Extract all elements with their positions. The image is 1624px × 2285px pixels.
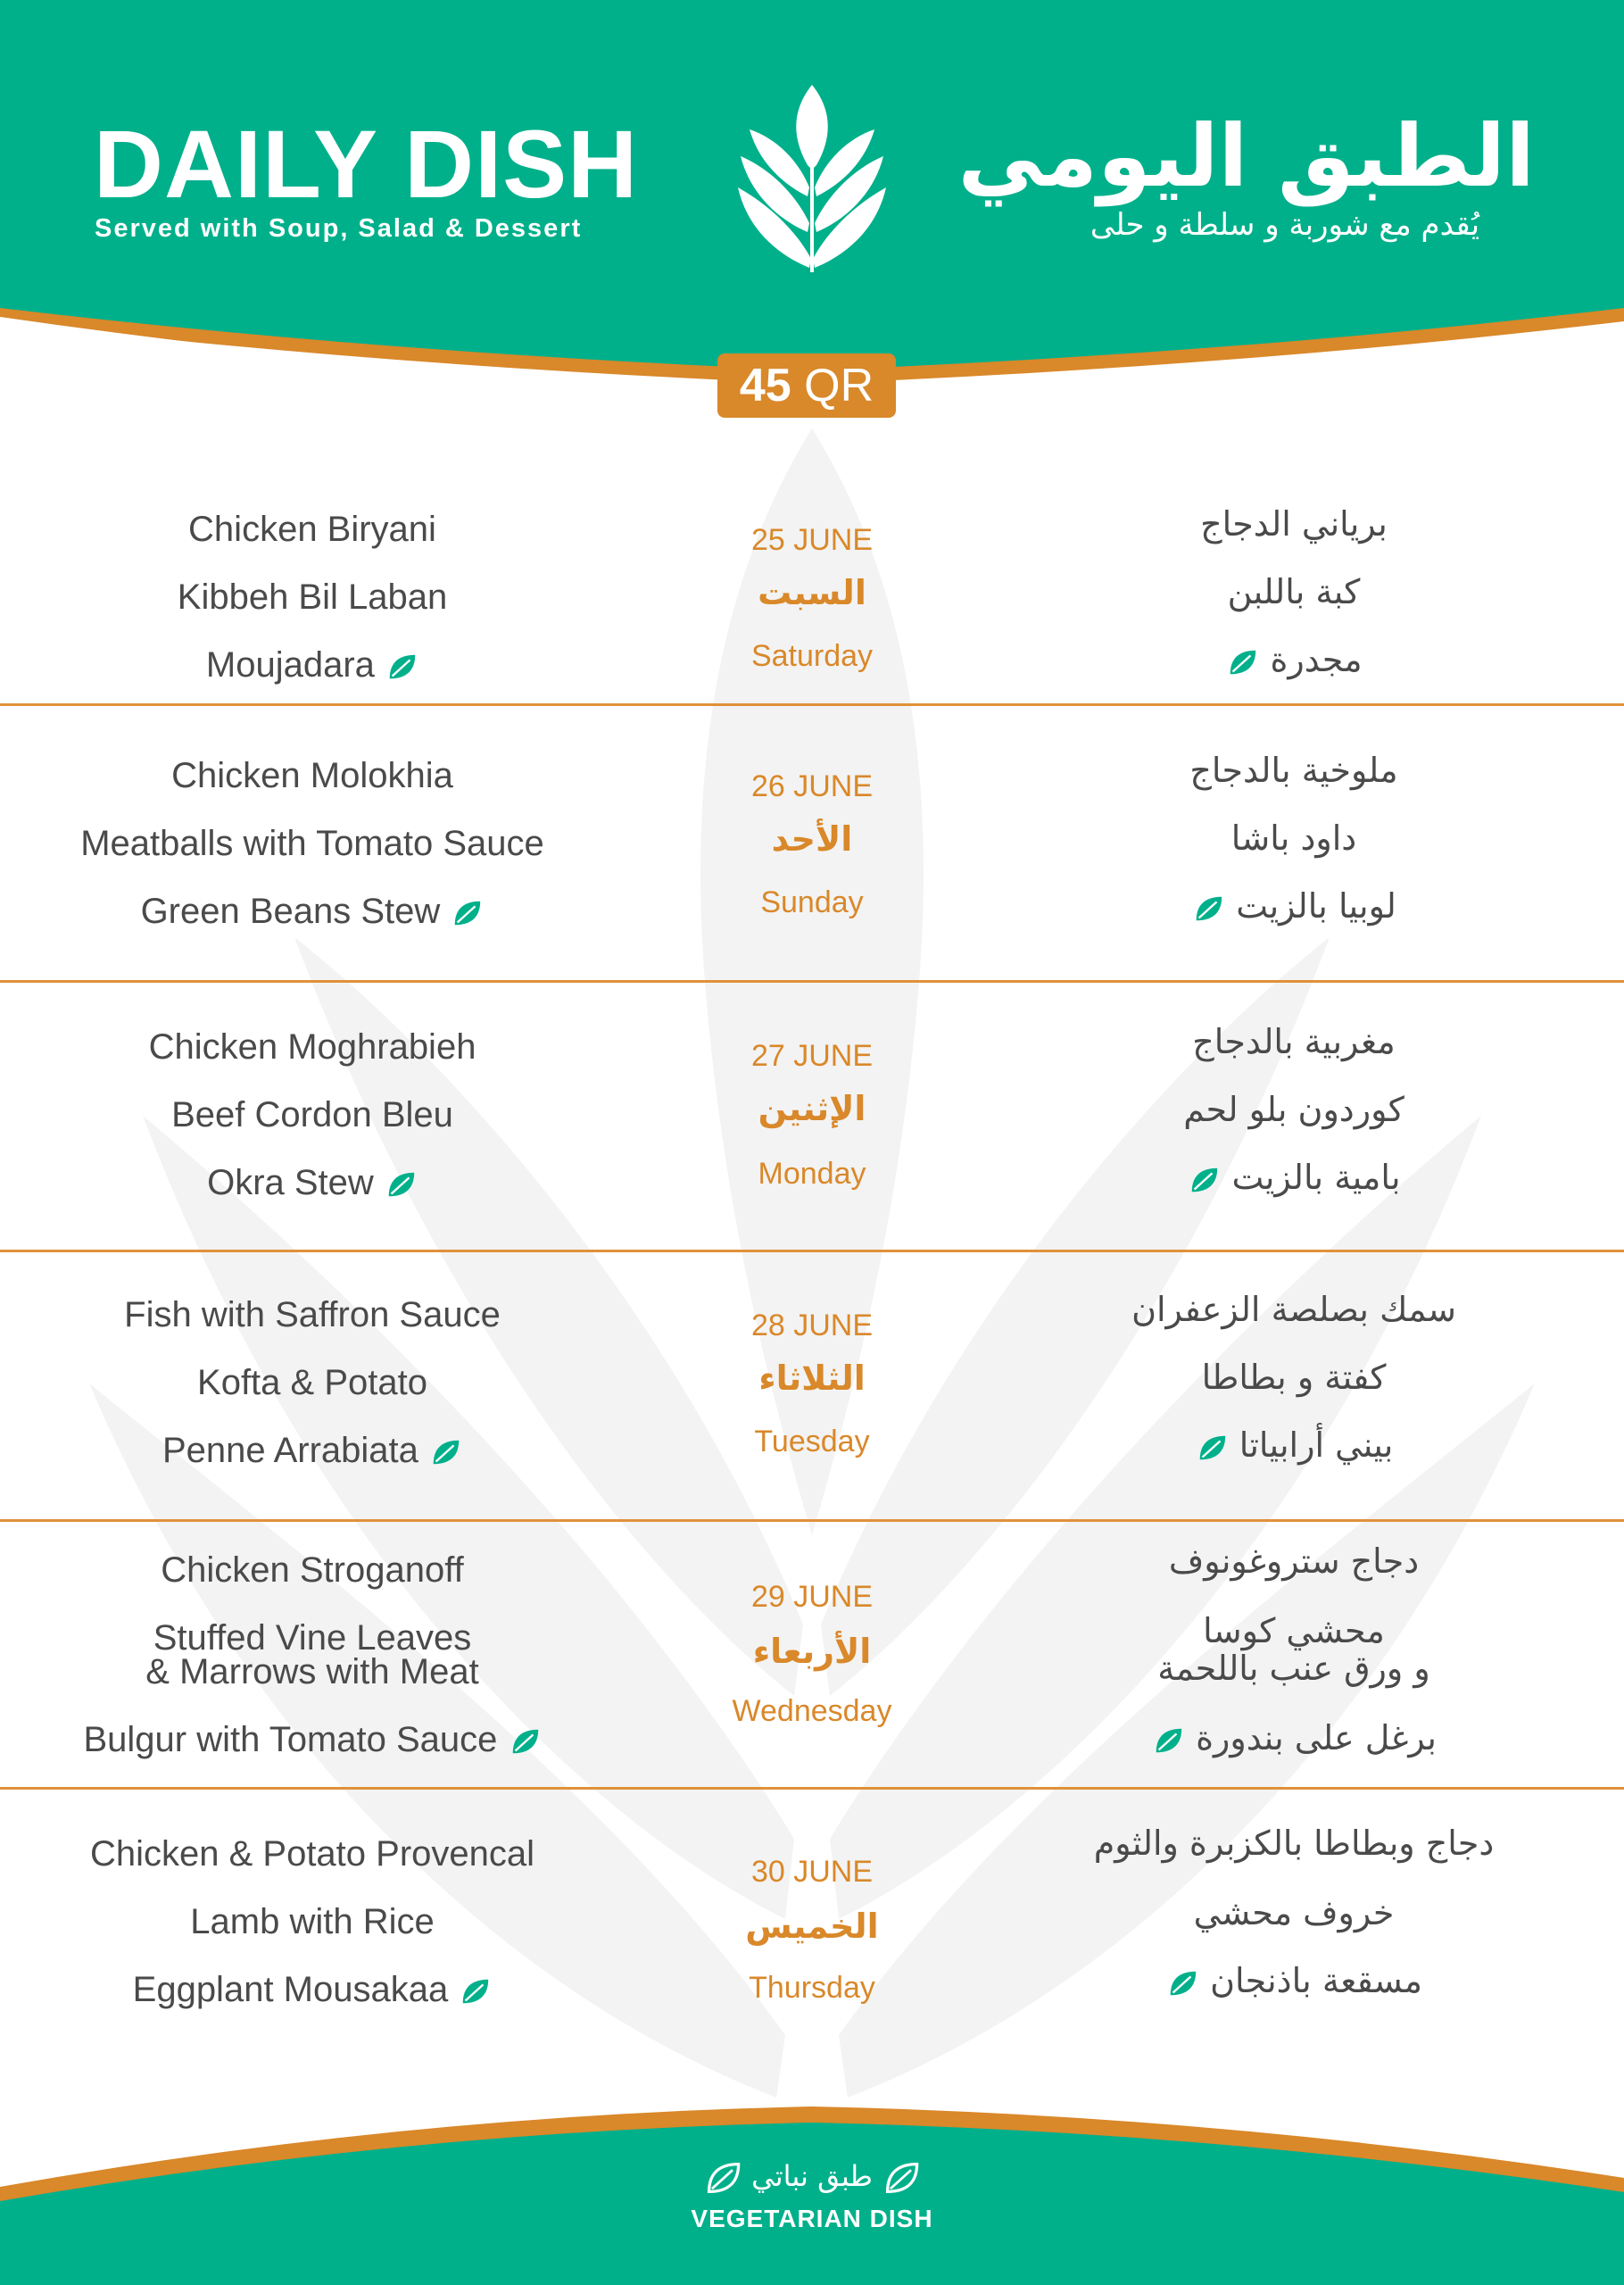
- date: 30 JUNE: [750, 1855, 874, 1889]
- title-arabic: الطبق اليومي: [957, 106, 1535, 206]
- dish-label: Penne Arrabiata: [162, 1431, 418, 1470]
- row-divider: [0, 1519, 1624, 1522]
- date: 26 JUNE: [750, 769, 874, 803]
- price-currency: QR: [804, 360, 874, 411]
- dish-en-3-vegetarian: [0, 1432, 625, 1469]
- subtitle-english: Served with Soup, Salad & Dessert: [95, 214, 583, 243]
- wheat-logo-icon: [736, 80, 888, 277]
- day-arabic: الأربعاء: [752, 1632, 872, 1671]
- dish-ar-2: كفتة و بطاطا: [1201, 1358, 1387, 1397]
- dish-ar-2: كبة باللبن: [1227, 572, 1361, 611]
- dish-ar-2: خروف محشي: [1193, 1893, 1395, 1932]
- leaf-icon: [450, 896, 484, 930]
- dish-ar-2: كوردون بلو لحم: [1183, 1090, 1404, 1129]
- dish-label: برغل على بندورة: [1196, 1718, 1437, 1757]
- dish-ar-3-vegetarian: [982, 1961, 1606, 2000]
- vegetarian-legend-arabic: [678, 2158, 946, 2198]
- leaf-icon: [1191, 892, 1225, 926]
- dish-ar-3-vegetarian: [982, 1718, 1606, 1757]
- vegetarian-legend-english: VEGETARIAN DISH: [691, 2205, 933, 2232]
- dish-label: لوبيا بالزيت: [1236, 886, 1396, 926]
- dish-ar-2: داود باشا: [1230, 818, 1357, 858]
- dish-ar-1: مغربية بالدجاج: [1192, 1022, 1396, 1061]
- dish-en-2: Meatballs with Tomato Sauce: [80, 824, 544, 863]
- subtitle-arabic: يُقدم مع شوربة و سلطة و حلى: [1090, 207, 1480, 243]
- day-arabic: الأحد: [771, 819, 853, 859]
- dish-en-2: Beef Cordon Bleu: [171, 1095, 453, 1134]
- dish-en-3-vegetarian: [0, 646, 625, 684]
- day-arabic: الإثنين: [758, 1089, 866, 1128]
- dish-en-1: Chicken Biryani: [188, 510, 436, 549]
- dish-en-2: Kofta & Potato: [197, 1363, 427, 1402]
- day-english: Tuesday: [754, 1425, 870, 1458]
- dish-en-1: Chicken & Potato Provencal: [89, 1834, 535, 1874]
- dish-en-3-vegetarian: [0, 893, 625, 930]
- day-english: Thursday: [749, 1971, 875, 2005]
- day-arabic: الخميس: [745, 1907, 879, 1946]
- dish-label: مسقعة باذنجان: [1210, 1961, 1423, 2000]
- dish-ar-1: سمك بصلصة الزعفران: [1131, 1290, 1456, 1329]
- price-badge: [717, 353, 896, 418]
- title-english: DAILY DISH: [94, 110, 639, 218]
- dish-en-2: Lamb with Rice: [190, 1902, 435, 1941]
- day-english: Wednesday: [732, 1694, 892, 1728]
- leaf-icon: [882, 2158, 921, 2198]
- day-english: Saturday: [750, 639, 874, 673]
- date: 28 JUNE: [750, 1309, 874, 1342]
- dish-ar-3-vegetarian: [982, 640, 1606, 679]
- price-amount: 45: [739, 360, 791, 411]
- legend-label-ar: طبق نباتي: [751, 2159, 873, 2193]
- dish-label: Eggplant Mousakaa: [132, 1970, 449, 2009]
- row-divider: [0, 980, 1624, 983]
- day-arabic: الثلاثاء: [758, 1359, 866, 1398]
- leaf-icon: [703, 2158, 742, 2198]
- dish-en-2a: Stuffed Vine Leaves: [153, 1618, 472, 1658]
- date: 27 JUNE: [750, 1039, 874, 1073]
- leaf-icon: [1187, 1163, 1221, 1197]
- dish-label: بامية بالزيت: [1231, 1158, 1401, 1197]
- row-divider: [0, 703, 1624, 706]
- date: 29 JUNE: [750, 1580, 874, 1614]
- dish-ar-1: ملوخية بالدجاج: [1189, 751, 1398, 790]
- dish-label: Okra Stew: [207, 1163, 374, 1202]
- leaf-icon: [508, 1724, 542, 1758]
- leaf-icon: [385, 650, 418, 684]
- leaf-icon: [1151, 1724, 1185, 1757]
- dish-en-1: Chicken Moghrabieh: [148, 1027, 476, 1067]
- dish-label: Bulgur with Tomato Sauce: [83, 1720, 498, 1759]
- dish-label: بيني أرابياتا: [1239, 1425, 1394, 1465]
- leaf-icon: [1165, 1966, 1199, 2000]
- day-english: Sunday: [760, 885, 864, 919]
- leaf-icon: [458, 1974, 492, 2008]
- dish-en-1: Chicken Stroganoff: [161, 1550, 464, 1590]
- leaf-icon: [428, 1435, 462, 1469]
- dish-ar-2b: و ورق عنب باللحمة: [1157, 1649, 1430, 1688]
- dish-ar-2a: محشي كوسا: [1203, 1611, 1385, 1650]
- leaf-icon: [1225, 645, 1259, 679]
- leaf-icon: [1195, 1431, 1229, 1465]
- day-english: Monday: [758, 1157, 866, 1191]
- leaf-icon: [384, 1167, 418, 1201]
- dish-label: Moujadara: [205, 645, 375, 685]
- dish-ar-3-vegetarian: [982, 1425, 1606, 1465]
- dish-ar-1: دجاج ستروغونوف: [1168, 1541, 1420, 1581]
- dish-ar-1: دجاج وبطاطا بالكزبرة والثوم: [1093, 1824, 1495, 1863]
- dish-label: مجدرة: [1270, 640, 1363, 679]
- row-divider: [0, 1250, 1624, 1252]
- date: 25 JUNE: [750, 523, 874, 557]
- dish-en-2b: & Marrows with Meat: [145, 1652, 479, 1691]
- dish-en-2: Kibbeh Bil Laban: [177, 577, 448, 617]
- dish-en-3-vegetarian: [0, 1971, 625, 2008]
- dish-ar-3-vegetarian: [982, 886, 1606, 926]
- dish-en-1: Fish with Saffron Sauce: [124, 1295, 501, 1334]
- dish-en-3-vegetarian: [0, 1164, 625, 1201]
- dish-ar-3-vegetarian: [982, 1160, 1606, 1197]
- day-arabic: السبت: [758, 573, 866, 612]
- dish-label: Green Beans Stew: [140, 892, 441, 931]
- row-divider: [0, 1787, 1624, 1790]
- dish-ar-1: برياني الدجاج: [1200, 504, 1388, 544]
- dish-en-3-vegetarian: [0, 1721, 625, 1758]
- dish-en-1: Chicken Molokhia: [171, 756, 453, 795]
